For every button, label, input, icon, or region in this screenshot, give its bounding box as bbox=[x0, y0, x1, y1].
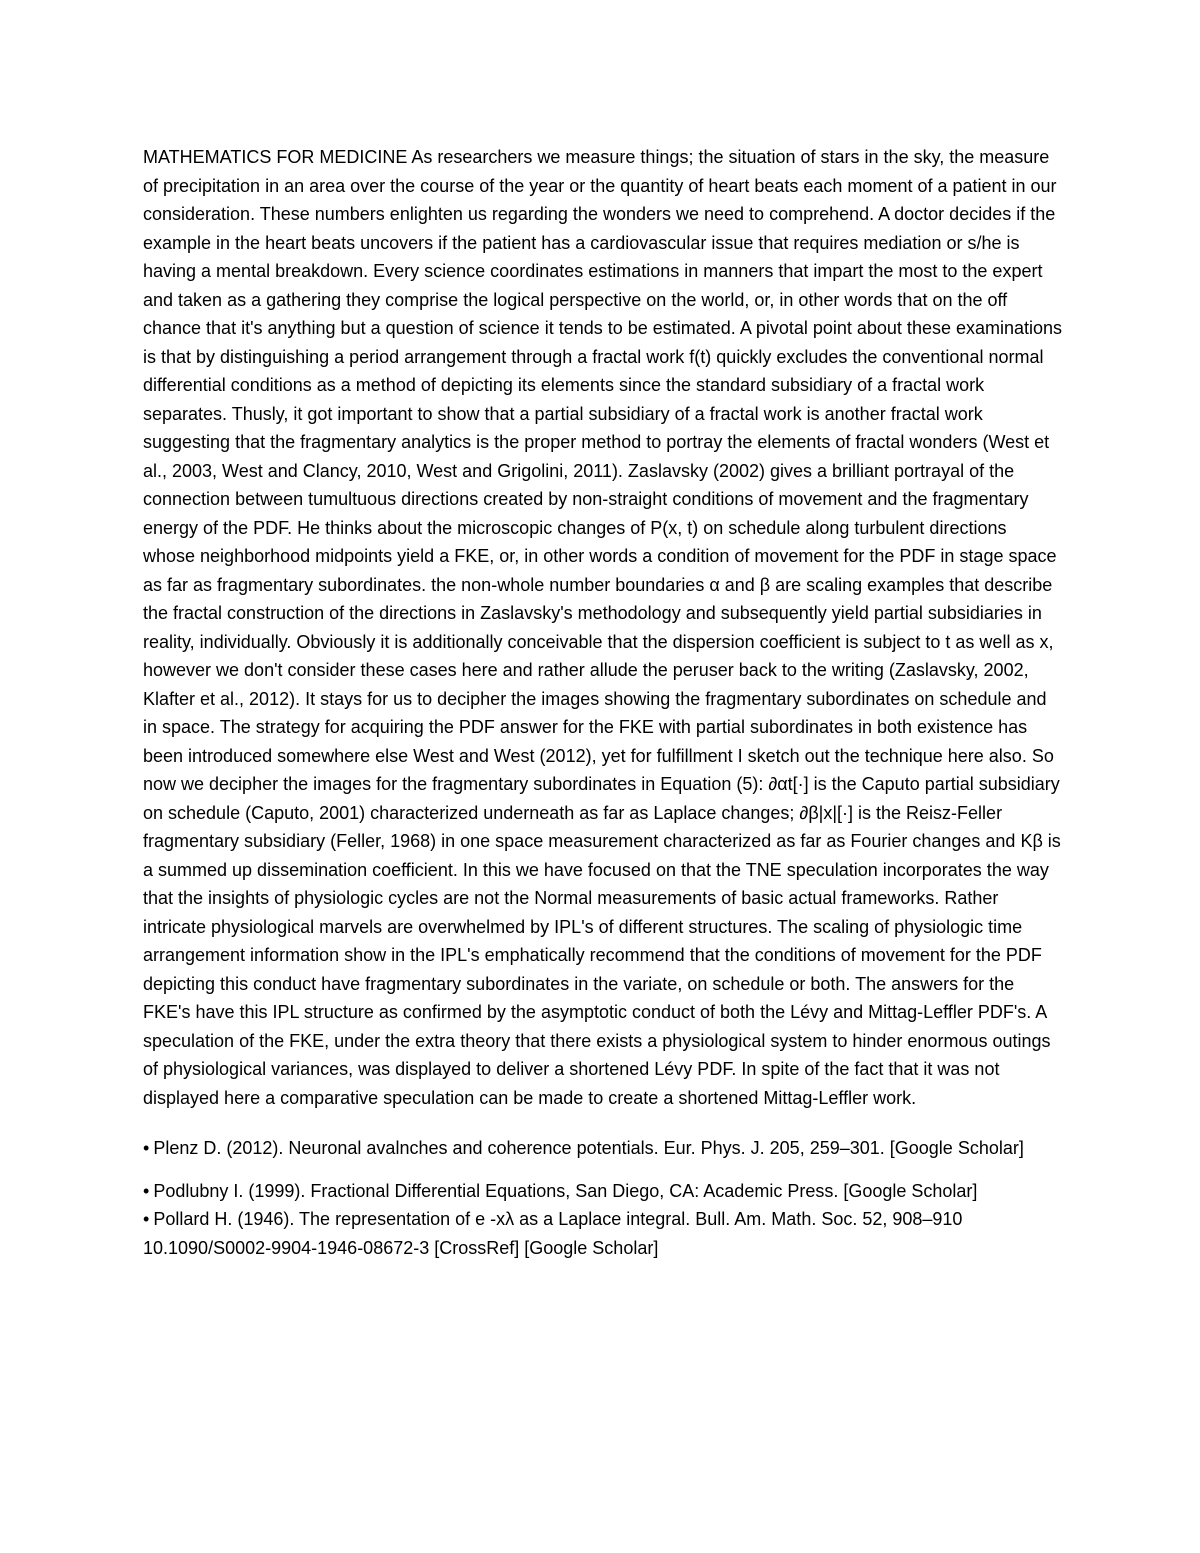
reference-item bbox=[143, 1134, 1063, 1163]
reference-text: Pollard H. (1946). The representation of e -xλ as a Laplace integral. Bull. Am. Math. Soc. 52, 908–910 10.1090/S0002-9904-1946-08672-3 [CrossRef] [Google Scholar] bbox=[143, 1209, 963, 1258]
reference-list bbox=[143, 1134, 1063, 1262]
reference-text: Podlubny I. (1999). Fractional Differential Equations, San Diego, CA: Academic Press. [Google Scholar] bbox=[153, 1180, 978, 1201]
bullet-icon: • bbox=[143, 1209, 150, 1229]
document-content bbox=[143, 143, 1063, 1262]
reference-text: Plenz D. (2012). Neuronal avalnches and coherence potentials. Eur. Phys. J. 205, 259–301. [Google Scholar] bbox=[153, 1138, 1024, 1158]
bullet-icon: • bbox=[143, 1180, 150, 1201]
reference-item bbox=[143, 1177, 1063, 1206]
body-paragraph: MATHEMATICS FOR MEDICINE As researchers we measure things; the situation of stars in the sky, the measure of precipitation in an area over the course of the year or the quantity of heart beats each moment of a patient in our consideration. These numbers enlighten us regarding the wonders we need to comprehend. A doctor decides if the example in the heart beats uncovers if the patient has a cardiovascular issue that requires mediation or s/he is having a mental breakdown. Every science coordinates estimations in manners that impart the most to the expert and taken as a gathering they comprise the logical perspective on the world, or, in other words that on the off chance that it's anything but a question of science it tends to be estimated. A pivotal point about these examinations is that by distinguishing a period arrangement through a fractal work f(t) quickly excludes the conventional normal differential conditions as a method of depicting its elements since the standard subsidiary of a fractal work separates. Thusly, it got important to show that a partial subsidiary of a fractal work is another fractal work suggesting that the fragmentary analytics is the proper method to portray the elements of fractal wonders (West et al., 2003, West and Clancy, 2010, West and Grigolini, 2011). Zaslavsky (2002) gives a brilliant portrayal of the connection between tumultuous directions created by non-straight conditions of movement and the fragmentary energy of the PDF. He thinks about the microscopic changes of P(x, t) on schedule along turbulent directions whose neighborhood midpoints yield a FKE, or, in other words a condition of movement for the PDF in stage space as far as fragmentary subordinates. the non-whole number boundaries α and β are scaling examples that describe the fractal construction of the directions in Zaslavsky's methodology and subsequently yield partial subsidiaries in reality, individually. Obviously it is additionally conceivable that the dispersion coefficient is subject to t as well as x, however we don't consider these cases here and rather allude the peruser back to the writing (Zaslavsky, 2002, Klafter et al., 2012). It stays for us to decipher the images showing the fragmentary subordinates on schedule and in space. The strategy for acquiring the PDF answer for the FKE with partial subordinates in both existence has been introduced somewhere else West and West (2012), yet for fulfillment I sketch out the technique here also. So now we decipher the images for the fragmentary subordinates in Equation (5): ∂αt[·] is the Caputo partial subsidiary on schedule (Caputo, 2001) characterized underneath as far as Laplace changes; ∂β|x|[·] is the Reisz-Feller fragmentary subsidiary (Feller, 1968) in one space measurement characterized as far as Fourier changes and Kβ is a summed up dissemination coefficient. In this we have focused on that the TNE speculation incorporates the way that the insights of physiologic cycles are not the Normal measurements of basic actual frameworks. Rather intricate physiological marvels are overwhelmed by IPL's of different structures. The scaling of physiologic time arrangement information show in the IPL's emphatically recommend that the conditions of movement for the PDF depicting this conduct have fragmentary subordinates in the variate, on schedule or both. The answers for the FKE's have this IPL structure as confirmed by the asymptotic conduct of both the Lévy and Mittag-Leffler PDF's. A speculation of the FKE, under the extra theory that there exists a physiological system to hinder enormous outings of physiological variances, was displayed to deliver a shortened Lévy PDF. In spite of the fact that it was not displayed here a comparative speculation can be made to create a shortened Mittag-Leffler work. bbox=[143, 147, 1063, 1108]
bullet-icon: • bbox=[143, 1138, 150, 1158]
reference-item bbox=[143, 1205, 1063, 1262]
